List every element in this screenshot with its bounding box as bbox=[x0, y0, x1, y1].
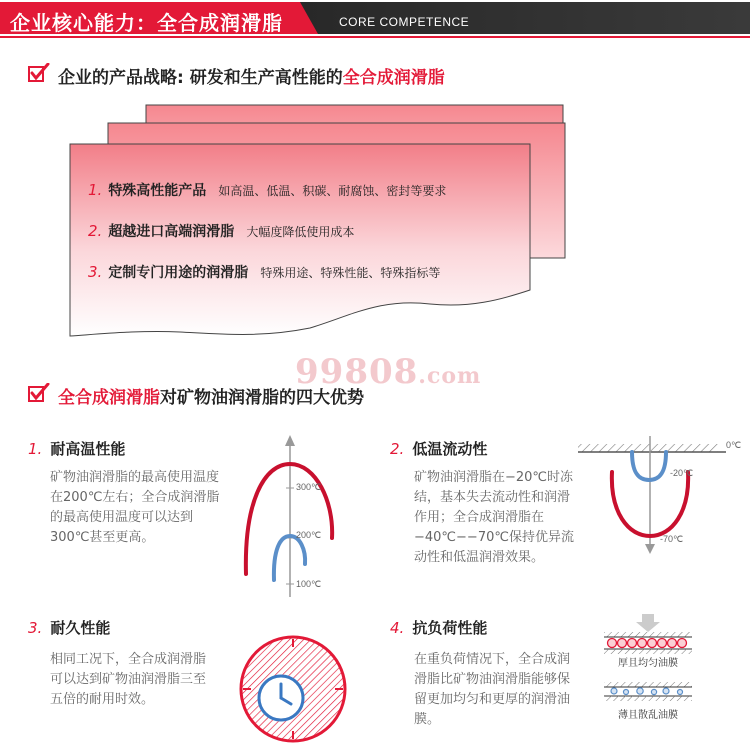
low-temp-label-20: -20℃ bbox=[670, 468, 694, 478]
low-temp-label-70: -70℃ bbox=[660, 534, 684, 544]
high-temp-diagram bbox=[230, 432, 360, 602]
load-diagram bbox=[596, 612, 700, 724]
paper-stack bbox=[60, 100, 580, 340]
strategy-item-number: 1. bbox=[88, 181, 103, 199]
advantage-4-title bbox=[390, 617, 487, 638]
strategy-item-number: 3. bbox=[88, 263, 103, 281]
strategy-heading bbox=[58, 63, 445, 88]
advantage-number: 2. bbox=[390, 440, 405, 458]
strategy-item-detail: 大幅度降低使用成本 bbox=[246, 225, 355, 239]
strategy-item-detail: 特殊用途、特殊性能、特殊指标等 bbox=[260, 266, 441, 280]
header-subtitle: CORE COMPETENCE bbox=[339, 15, 470, 29]
advantage-title-text: 耐高温性能 bbox=[50, 440, 126, 458]
header-title: 企业核心能力：全合成润滑脂 bbox=[10, 11, 283, 35]
advantage-1-body: 矿物油润滑脂的最高使用温度在200℃左右；全合成润滑脂的最高使用温度可以达到300℃甚至更高。 bbox=[50, 470, 220, 545]
strategy-item-detail: 如高温、低温、积碳、耐腐蚀、密封等要求 bbox=[218, 184, 447, 198]
advantages-heading-rest: 对矿物油润滑脂的四大优势 bbox=[160, 388, 364, 408]
advantage-4-body: 在重负荷情况下，全合成润滑脂比矿物油润滑脂能够保留更加均匀和更厚的润滑油膜。 bbox=[414, 652, 571, 727]
watermark-main: 99808 bbox=[295, 352, 419, 392]
advantage-1-title bbox=[28, 438, 125, 459]
strategy-heading-prefix: 企业的产品战略: 研发和生产高性能的 bbox=[58, 68, 343, 88]
checkbox-icon bbox=[28, 63, 50, 83]
strategy-item-number: 2. bbox=[88, 222, 103, 240]
advantages-heading-highlight: 全合成润滑脂 bbox=[58, 388, 160, 408]
advantage-3-title bbox=[28, 617, 110, 638]
strategy-item-1 bbox=[88, 180, 446, 200]
clock-durability-icon bbox=[238, 634, 348, 744]
advantage-title-text: 抗负荷性能 bbox=[412, 619, 488, 637]
strategy-item-lead: 定制专门用途的润滑脂 bbox=[108, 265, 249, 281]
load-label-thick: 厚且均匀油膜 bbox=[618, 658, 678, 669]
low-temp-label-0: 0℃ bbox=[726, 440, 742, 450]
advantages-heading bbox=[58, 383, 364, 408]
strategy-item-3 bbox=[88, 262, 440, 282]
watermark-suffix: .com bbox=[418, 363, 482, 389]
advantage-number: 3. bbox=[28, 619, 43, 637]
high-temp-label-100: 100℃ bbox=[296, 579, 322, 589]
advantage-number: 4. bbox=[390, 619, 405, 637]
advantage-2-title bbox=[390, 438, 487, 459]
load-label-thin: 薄且散乱油膜 bbox=[618, 710, 678, 721]
low-temp-diagram bbox=[576, 432, 748, 572]
advantage-3-body: 相同工况下，全合成润滑脂可以达到矿物油润滑脂三至五倍的耐用时效。 bbox=[50, 652, 207, 707]
high-temp-label-200: 200℃ bbox=[296, 530, 322, 540]
high-temp-label-300: 300℃ bbox=[296, 482, 322, 492]
advantage-2-body: 矿物油润滑脂在−20℃时冻结，基本失去流动性和润滑作用；全合成润滑脂在−40℃−−70℃保持优异流动性和低温润滑效果。 bbox=[414, 470, 574, 565]
checkbox-icon bbox=[28, 383, 50, 403]
advantage-title-text: 耐久性能 bbox=[50, 619, 111, 637]
advantage-title-text: 低温流动性 bbox=[412, 440, 488, 458]
strategy-heading-highlight: 全合成润滑脂 bbox=[342, 68, 445, 88]
strategy-item-lead: 超越进口高端润滑脂 bbox=[108, 224, 235, 240]
advantage-number: 1. bbox=[28, 440, 43, 458]
strategy-item-lead: 特殊高性能产品 bbox=[108, 183, 207, 199]
strategy-item-2 bbox=[88, 221, 354, 241]
